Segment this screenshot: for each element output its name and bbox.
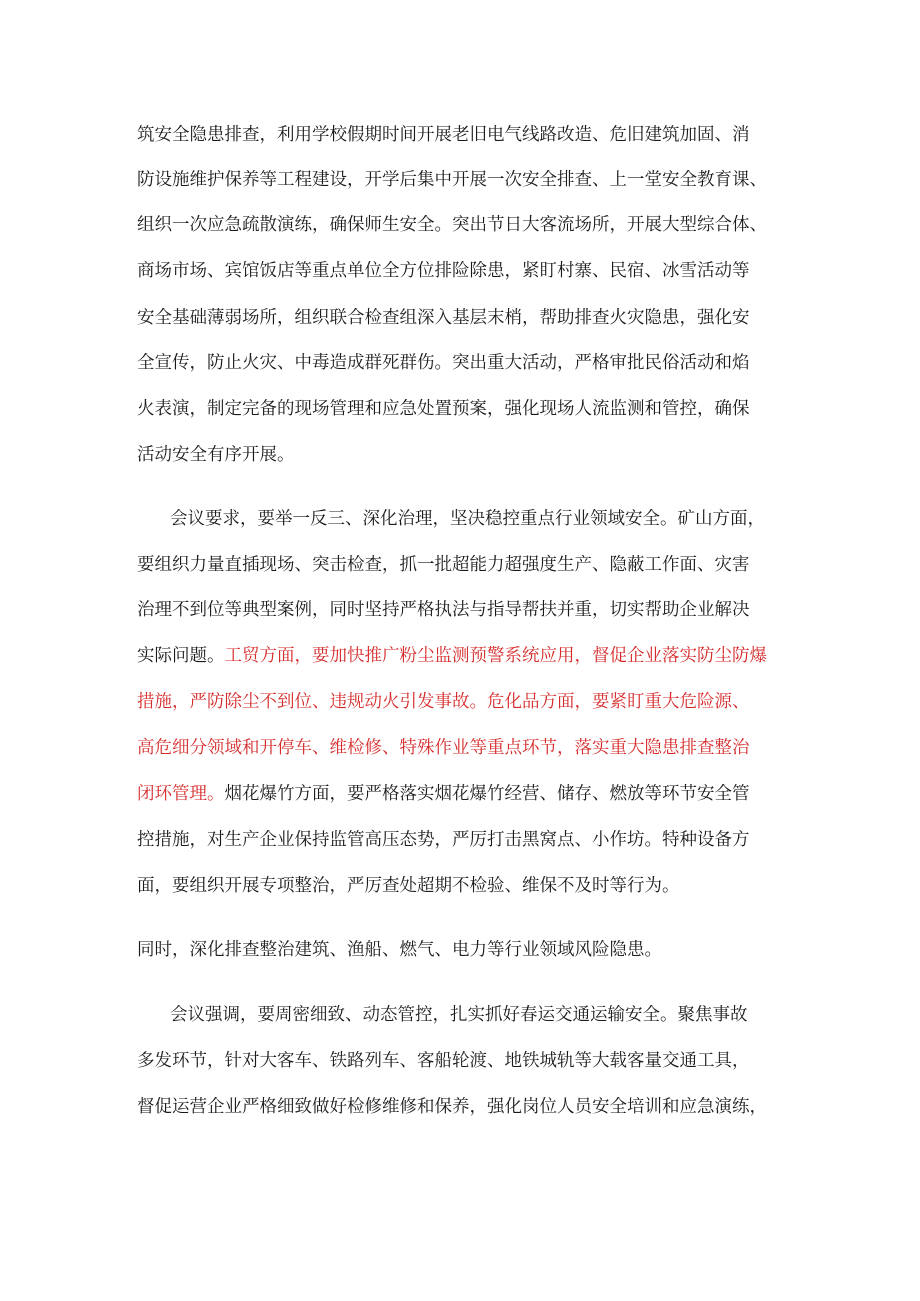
text-run: 安全基础薄弱场所，组织联合检查组深入基层末梢，帮助排查火灾隐患，强化安 — [137, 308, 750, 328]
text-line — [137, 168, 767, 192]
text-line — [137, 938, 662, 962]
text-run: 实际问题。 — [137, 646, 225, 666]
text-run: 火表演，制定完备的现场管理和应急处置预案，强化现场人流监测和管控，确保 — [137, 399, 750, 419]
text-line — [137, 874, 680, 898]
text-line — [170, 507, 765, 531]
text-line — [137, 213, 767, 237]
text-run: 同时，深化排查整治建筑、渔船、燃气、电力等行业领域风险隐患。 — [137, 940, 662, 960]
highlighted-text: 闭环管理。 — [137, 784, 225, 804]
text-line — [170, 1003, 748, 1027]
text-line — [137, 351, 750, 375]
text-line — [137, 828, 750, 852]
highlighted-text: 工贸方面，要加快推广粉尘监测预警系统应用，督促企业落实防尘防爆 — [224, 646, 767, 666]
text-run: 筑安全隐患排查，利用学校假期时间开展老旧电气线路改造、危旧建筑加固、消 — [137, 125, 750, 145]
text-run: 治理不到位等典型案例，同时坚持严格执法与指导帮扶并重，切实帮助企业解决 — [137, 600, 750, 620]
text-run: 防设施维护保养等工程建设，开学后集中开展一次安全排查、上一堂安全教育课、 — [137, 170, 767, 190]
text-run: 全宣传，防止火灾、中毒造成群死群伤。突出重大活动，严格审批民俗活动和焰 — [137, 353, 750, 373]
text-line — [137, 736, 750, 760]
text-run: 烟花爆竹方面，要严格落实烟花爆竹经营、储存、燃放等环节安全管 — [224, 784, 750, 804]
highlighted-text: 措施，严防除尘不到位、违规动火引发事故。危化品方面，要紧盯重大危险源、 — [137, 692, 750, 712]
text-line — [137, 306, 750, 330]
text-line — [137, 1049, 750, 1073]
text-run: 面，要组织开展专项整治，严厉查处超期不检验、维保不及时等行为。 — [137, 876, 680, 896]
text-line — [137, 782, 750, 806]
text-line — [137, 123, 750, 147]
text-line — [137, 397, 750, 421]
text-run: 会议强调，要周密细致、动态管控，扎实抓好春运交通运输安全。聚焦事故 — [170, 1005, 748, 1025]
text-line — [137, 690, 750, 714]
text-line — [137, 259, 750, 283]
text-line — [137, 553, 750, 577]
text-run: 督促运营企业严格细致做好检修维修和保养，强化岗位人员安全培训和应急演练， — [137, 1097, 767, 1117]
text-run: 控措施，对生产企业保持监管高压态势，严厉打击黑窝点、小作坊。特种设备方 — [137, 830, 750, 850]
highlighted-text: 高危细分领域和开停车、维检修、特殊作业等重点环节，落实重大隐患排查整治 — [137, 738, 750, 758]
text-run: 组织一次应急疏散演练，确保师生安全。突出节日大客流场所，开展大型综合体、 — [137, 215, 767, 235]
text-line — [137, 644, 767, 668]
text-run: 多发环节，针对大客车、铁路列车、客船轮渡、地铁城轨等大载客量交通工具， — [137, 1051, 750, 1071]
text-run: 要组织力量直插现场、突击检查，抓一批超能力超强度生产、隐蔽工作面、灾害 — [137, 555, 750, 575]
text-line — [137, 598, 750, 622]
text-run: 商场市场、宾馆饭店等重点单位全方位排险除患，紧盯村寨、民宿、冰雪活动等 — [137, 261, 750, 281]
text-run: 会议要求，要举一反三、深化治理，坚决稳控重点行业领域安全。矿山方面， — [170, 509, 765, 529]
text-line — [137, 1095, 767, 1119]
text-run: 活动安全有序开展。 — [137, 445, 295, 465]
text-line — [137, 443, 295, 467]
